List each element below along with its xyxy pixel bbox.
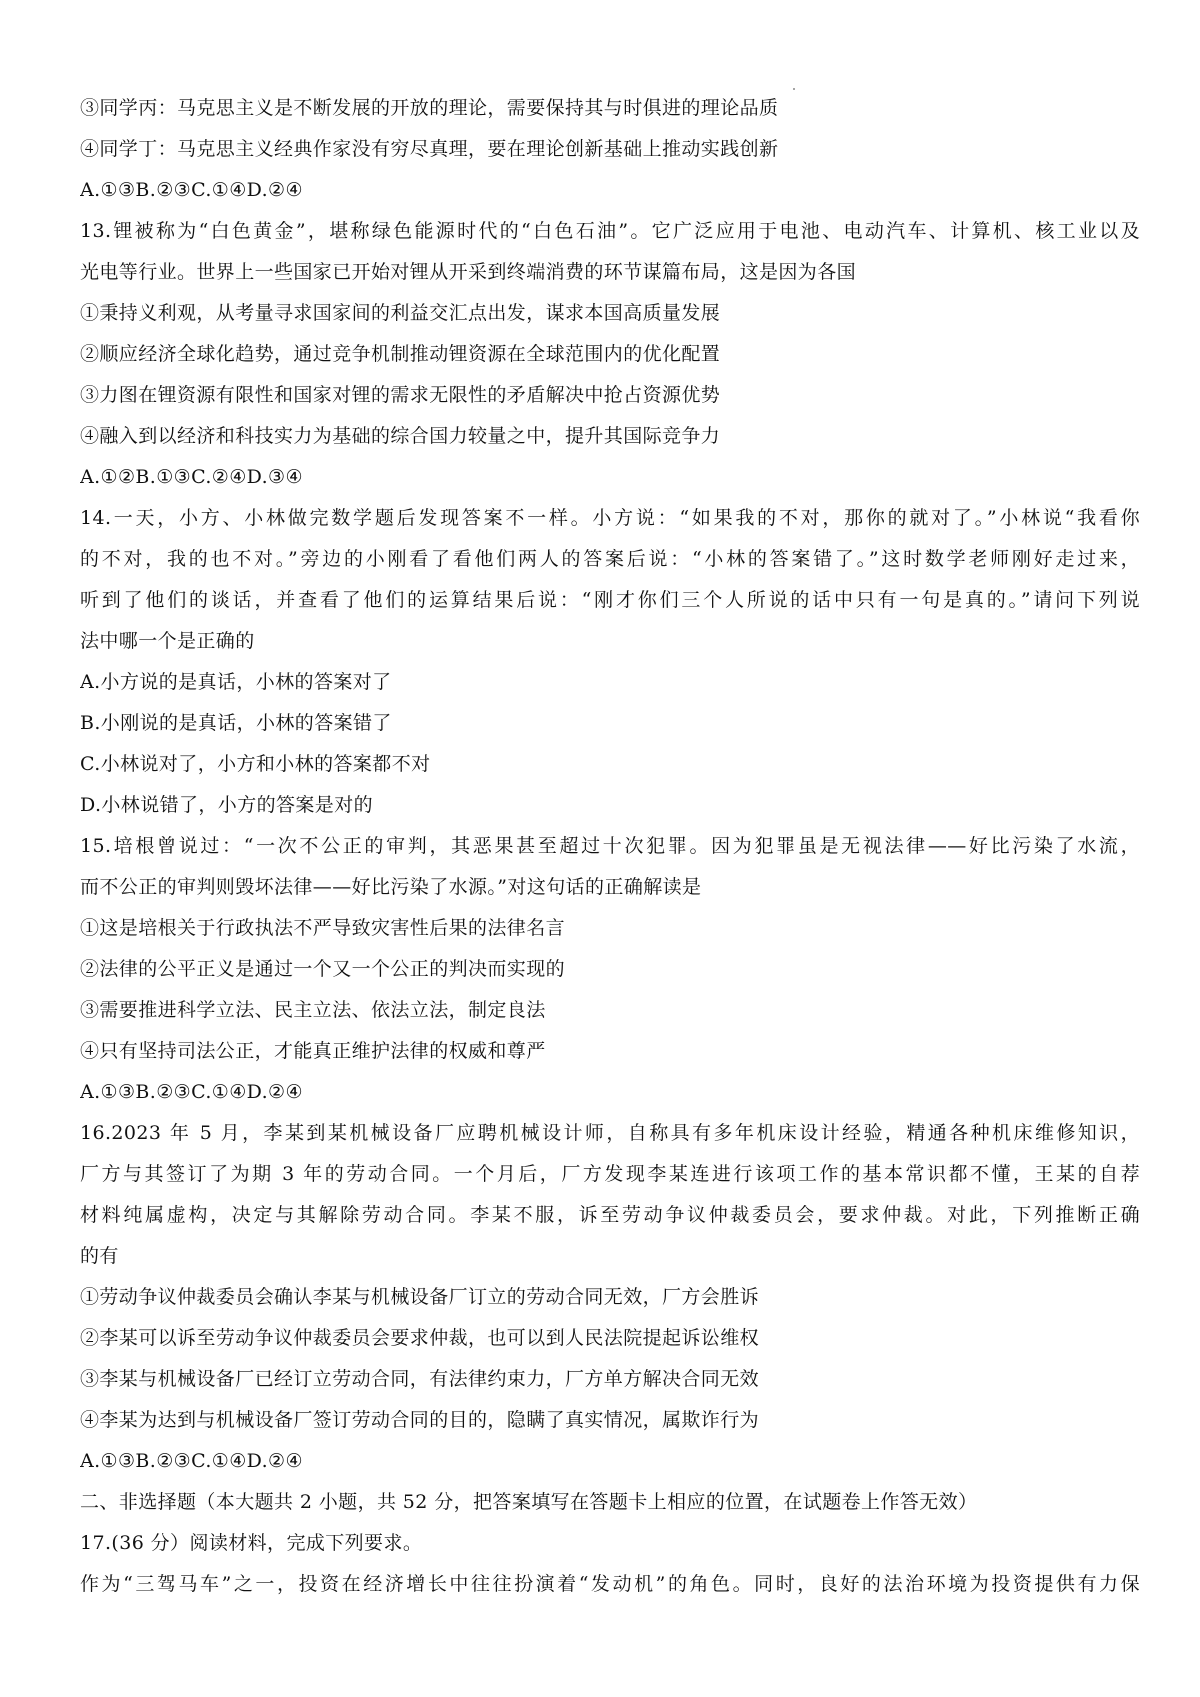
q15-stem-line-1: 15.培根曾说过：“一次不公正的审判，其恶果甚至超过十次犯罪。因为犯罪虽是无视法律——好比污染了水流， <box>80 835 1140 857</box>
q16-option-2: ②李某可以诉至劳动争议仲裁委员会要求仲裁，也可以到人民法院提起诉讼维权 <box>80 1327 760 1349</box>
page-content <box>80 88 1140 1605</box>
q14-stem-line-3: 听到了他们的谈话，并查看了他们的运算结果后说：“刚才你们三个人所说的话中只有一句是真的。”请问下列说 <box>80 589 1140 611</box>
q15-option-4: ④只有坚持司法公正，才能真正维护法律的权威和尊严 <box>80 1040 546 1062</box>
q16-choices: A.①③B.②③C.①④D.②④ <box>80 1450 303 1472</box>
q14-option-a: A.小方说的是真话，小林的答案对了 <box>80 671 392 693</box>
q14-stem-line-1: 14.一天，小方、小林做完数学题后发现答案不一样。小方说：“如果我的不对，那你的就对了。”小林说“我看你 <box>80 507 1140 529</box>
q13-option-3: ③力图在锂资源有限性和国家对锂的需求无限性的矛盾解决中抢占资源优势 <box>80 384 721 406</box>
q14-stem-line-4: 法中哪一个是正确的 <box>80 630 255 652</box>
q17-stem: 17.(36 分）阅读材料，完成下列要求。 <box>80 1532 423 1554</box>
q14-option-b: B.小刚说的是真话，小林的答案错了 <box>80 712 392 734</box>
q13-stem-line-1: 13.锂被称为“白色黄金”，堪称绿色能源时代的“白色石油”。它广泛应用于电池、电动汽车、计算机、核工业以及 <box>80 220 1140 242</box>
q12-choices: A.①③B.②③C.①④D.②④ <box>80 179 303 201</box>
q16-stem-line-3: 材料纯属虚构，决定与其解除劳动合同。李某不服，诉至劳动争议仲裁委员会，要求仲裁。对此，下列推断正确 <box>80 1204 1140 1226</box>
q16-option-4: ④李某为达到与机械设备厂签订劳动合同的目的，隐瞒了真实情况，属欺诈行为 <box>80 1409 760 1431</box>
q16-stem-line-1: 16.2023 年 5 月，李某到某机械设备厂应聘机械设计师，自称具有多年机床设计经验，精通各种机床维修知识， <box>80 1122 1140 1144</box>
q17-material-line-1: 作为“三驾马车”之一，投资在经济增长中往往扮演着“发动机”的角色。同时，良好的法治环境为投资提供有力保 <box>80 1573 1140 1595</box>
q14-option-d: D.小林说错了，小方的答案是对的 <box>80 794 373 816</box>
q13-stem-line-2: 光电等行业。世界上一些国家已开始对锂从开采到终端消费的环节谋篇布局，这是因为各国 <box>80 261 857 283</box>
q13-option-2: ②顺应经济全球化趋势，通过竞争机制推动锂资源在全球范围内的优化配置 <box>80 343 721 365</box>
q16-option-1: ①劳动争议仲裁委员会确认李某与机械设备厂订立的劳动合同无效，厂方会胜诉 <box>80 1286 760 1308</box>
q13-choices: A.①②B.①③C.②④D.③④ <box>80 466 303 488</box>
q14-stem-line-2: 的不对，我的也不对。”旁边的小刚看了看他们两人的答案后说：“小林的答案错了。”这时数学老师刚好走过来， <box>80 548 1140 570</box>
q13-option-4: ④融入到以经济和科技实力为基础的综合国力较量之中，提升其国际竞争力 <box>80 425 721 447</box>
q15-choices: A.①③B.②③C.①④D.②④ <box>80 1081 303 1103</box>
q13-option-1: ①秉持义利观，从考量寻求国家间的利益交汇点出发，谋求本国高质量发展 <box>80 302 721 324</box>
q16-option-3: ③李某与机械设备厂已经订立劳动合同，有法律约束力，厂方单方解决合同无效 <box>80 1368 760 1390</box>
q12-option-3: ③同学丙：马克思主义是不断发展的开放的理论，需要保持其与时俱进的理论品质 <box>80 97 779 119</box>
q15-option-2: ②法律的公平正义是通过一个又一个公正的判决而实现的 <box>80 958 566 980</box>
q16-stem-line-2: 厂方与其签订了为期 3 年的劳动合同。一个月后，厂方发现李某连进行该项工作的基本常识都不懂，王某的自荐 <box>80 1163 1140 1185</box>
q15-option-3: ③需要推进科学立法、民主立法、依法立法，制定良法 <box>80 999 546 1021</box>
q12-option-4: ④同学丁：马克思主义经典作家没有穷尽真理，要在理论创新基础上推动实践创新 <box>80 138 779 160</box>
q15-option-1: ①这是培根关于行政执法不严导致灾害性后果的法律名言 <box>80 917 566 939</box>
section-2-heading: 二、非选择题（本大题共 2 小题，共 52 分，把答案填写在答题卡上相应的位置，在试题卷上作答无效） <box>80 1491 978 1513</box>
q16-stem-line-4: 的有 <box>80 1245 119 1267</box>
q15-stem-line-2: 而不公正的审判则毁坏法律——好比污染了水源。”对这句话的正确解读是 <box>80 876 702 898</box>
q14-option-c: C.小林说对了，小方和小林的答案都不对 <box>80 753 431 775</box>
